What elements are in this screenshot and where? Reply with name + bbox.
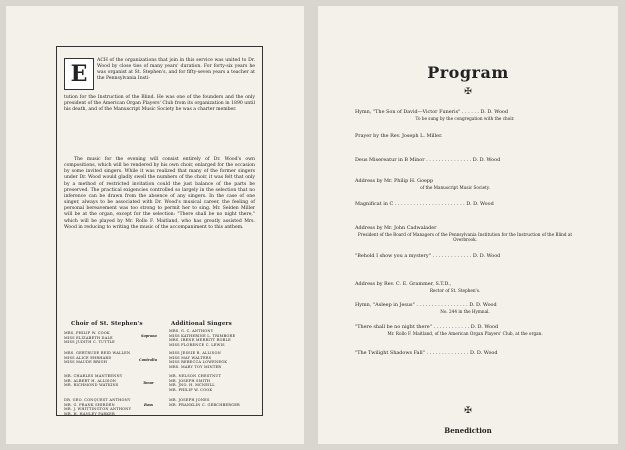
left-page xyxy=(6,6,304,444)
program-item-11: "The Twilight Shadows Fall" . . . . . . . . . . . . . . D. D. Wood xyxy=(355,350,498,356)
cross-ornament-icon: ✠ xyxy=(464,406,472,416)
program-item-7: "Behold I show you a mystery" . . . . . . . . . . . . . D. D. Wood xyxy=(355,253,501,259)
voice-tenor: Tenor xyxy=(143,381,154,385)
program-item-10: "There shall be no night there" . . . . . . . . . . . . D. D. Wood xyxy=(355,324,499,330)
additional-bass-list: MR. JOSEPH JONES MR. FRANKLIN C. GEBCHBERGER xyxy=(169,398,240,407)
benediction: Benediction xyxy=(444,426,492,435)
paragraph-2: The music for the evening will consist entirely of Dr. Wood's own compositions, which will be rendered by his own choir, enlarged for the occasion by some invited singers. While it was realized that many of the former singers under Dr. Wood would gladly swell the numbers of the choir, it was felt that only by a method of restricted invitation could the just balance of the parts be preserved. The practical exigencies controlled so largely in the selection that no inference can be drawn from the absence of any singers. In the case of one singer, always to be associated with Dr. Wood's musical career, the feeling of personal bereavement was too strong to permit her to sing. Mr. Selden Miller will be at the organ, except for the selection: "There shall be no night there," which will be played by Mr. Rollo F. Maitland, who has greatly assisted Mrs. Wood in reducing to writing the music of the accompaniment to this anthem. xyxy=(64,157,255,230)
additional-soprano-list: MRS. G. C. ANTHONY MISS KATHERINE L. TRIMBORE MRS. IRENE MERRITT ROBLE MISS FLORENCE C. LEWIS xyxy=(169,329,236,347)
text-frame xyxy=(56,46,263,416)
program-item-4-note: of the Manuscript Music Society. xyxy=(420,185,490,190)
program-item-4: Address by Mr. Philip H. Goepp xyxy=(355,178,434,184)
drop-cap: E xyxy=(64,58,94,90)
choir-contralto-list: MRS. GERTRUDE REID WALLEN MISS ALICE EHRHARD MISS MAUDE BRIGH xyxy=(64,351,131,365)
program-item-6: Address by Mr. John Cadwalader xyxy=(355,225,437,231)
choir-soprano-list: MRS. PHILIP W. COOK MISS ELIZABETH DALE MISS JUDITH C. TUTTLE xyxy=(64,331,115,345)
additional-tenor-list: MR. NELSON CHESTNUT MR. JOSEPH SMITH MR. JNO. H. MCNEILL MR. PHILIP W. COOK xyxy=(169,374,222,392)
additional-contralto-list: MISS JESSIE R. ALLISON MISS MAY WALTERS MISS REBECCA LOWENEGK MRS. MARY TOY MINTER xyxy=(169,351,228,369)
program-item-5: Magnificat in C . . . . . . . . . . . . . . . . . . . . . . . D. D. Wood xyxy=(355,201,494,207)
cross-ornament-icon: ✠ xyxy=(464,87,472,97)
program-item-3: Deus Misereatur in B Minor . . . . . . . . . . . . . . . D. D. Wood xyxy=(355,157,501,163)
voice-soprano: Soprano xyxy=(141,334,157,338)
paragraph-1-end: tution for the Instruction of the Blind. He was one of the founders and the only president of the American Organ Players' Club from its organization in 1890 until his death, and of the Manuscript Music Society he was a charter member. xyxy=(64,95,255,113)
paragraph-1-start: ACH of the organizations that join in this service was united to Dr. Wood by close ties of many years' duration. For forty-six years he was organist at St. Stephen's, and for fifty-seven years a teacher at the Pennsylvania Insti- xyxy=(97,58,255,82)
voice-bass: Bass xyxy=(144,403,153,407)
program-item-8: Address by Rev. C. E. Grammer, S.T.D., xyxy=(355,281,452,287)
program-item-9: Hymn, "Asleep in Jesus" . . . . . . . . . . . . . . . . . D. D. Wood xyxy=(355,302,497,308)
program-item-1-note: To be sung by the congregation with the choir. xyxy=(415,116,515,121)
program-item-10-note: Mr. Rollo F. Maitland, of the American Organ Players' Club, at the organ. xyxy=(387,331,543,336)
program-item-8-note: Rector of St. Stephen's. xyxy=(429,288,481,293)
right-page xyxy=(318,6,618,444)
program-item-6-note: President of the Board of Managers of the Pennsylvania Institution for the Instruction of the Blind at Overbrook. xyxy=(357,232,573,243)
voice-contralto: Contralto xyxy=(139,358,158,362)
program-item-1: Hymn, "The Son of David—Victor Funeris" . . . . . . D. D. Wood xyxy=(355,109,508,115)
choir-tenor-list: MR. CHARLES MANTEENNY MR. ALBERT H. ALLISON MR. RICHMOND WATKINS xyxy=(64,374,123,388)
choir-heading: Choir of St. Stephen's xyxy=(71,321,143,327)
choir-bass-list: DR. GEO. CONQUEST ANTHONY MR. G. FRANK SHIRDEN MR. J. WHITTINGTON ANTHONY MR. H. HANLEY PARKER xyxy=(64,398,132,416)
additional-singers-heading: Additional Singers xyxy=(171,321,232,327)
program-item-2: Prayer by the Rev. Joseph L. Miller. xyxy=(355,133,443,139)
program-title: Program xyxy=(427,63,509,82)
program-item-9-note: No. 244 in the Hymnal. xyxy=(440,309,490,314)
